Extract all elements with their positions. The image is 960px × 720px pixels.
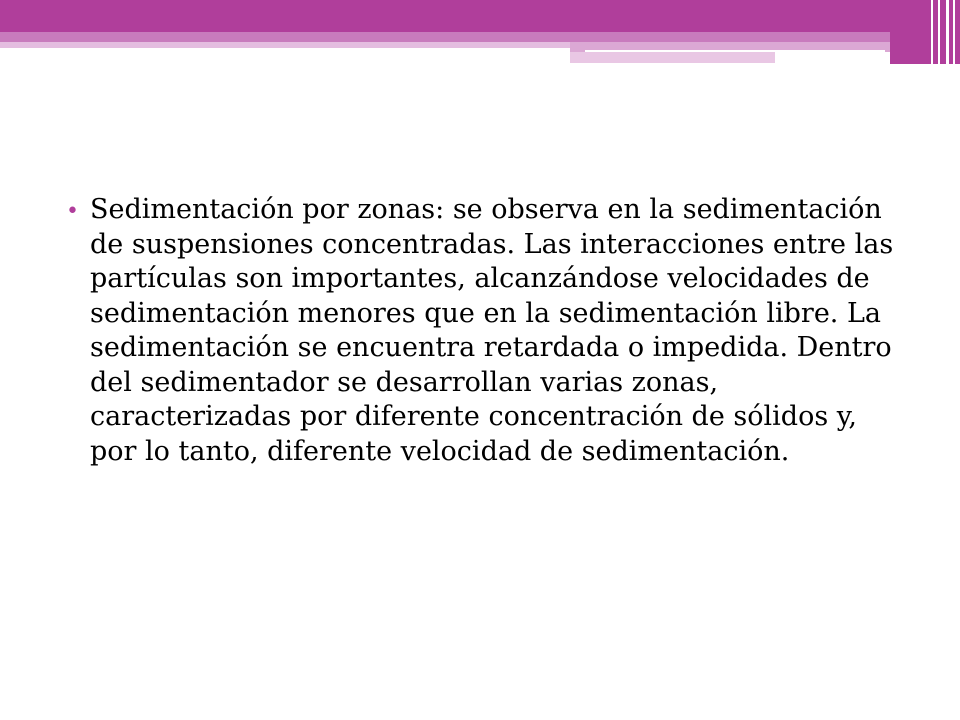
header-vertical-stripe	[946, 0, 949, 64]
header-step-band-lower	[570, 52, 775, 63]
header-vertical-stripe	[938, 0, 940, 64]
header-vertical-stripe	[931, 0, 933, 64]
header-band-lighter	[0, 42, 570, 48]
header-vertical-stripe	[953, 0, 955, 64]
bullet-item	[66, 193, 906, 469]
slide-body	[66, 193, 906, 469]
bullet-icon: •	[66, 199, 79, 224]
header-band	[0, 0, 960, 32]
bullet-text: Sedimentación por zonas: se observa en la sedimentación de suspensiones concentradas. Las interacciones entre las partículas son importantes, alcanzándose velocidades de sedimentación menores que en la sedimentación libre. La sedimentación se encuentra retardada o impedida. Dentro del sedimentador se desarrollan varias zonas, caracterizadas por diferente concentración de sólidos y, por lo tanto, diferente velocidad de sedimentación.	[90, 194, 894, 467]
header-corner-block	[890, 0, 960, 64]
header-divider-line	[585, 50, 885, 52]
header-band-light	[0, 32, 960, 42]
